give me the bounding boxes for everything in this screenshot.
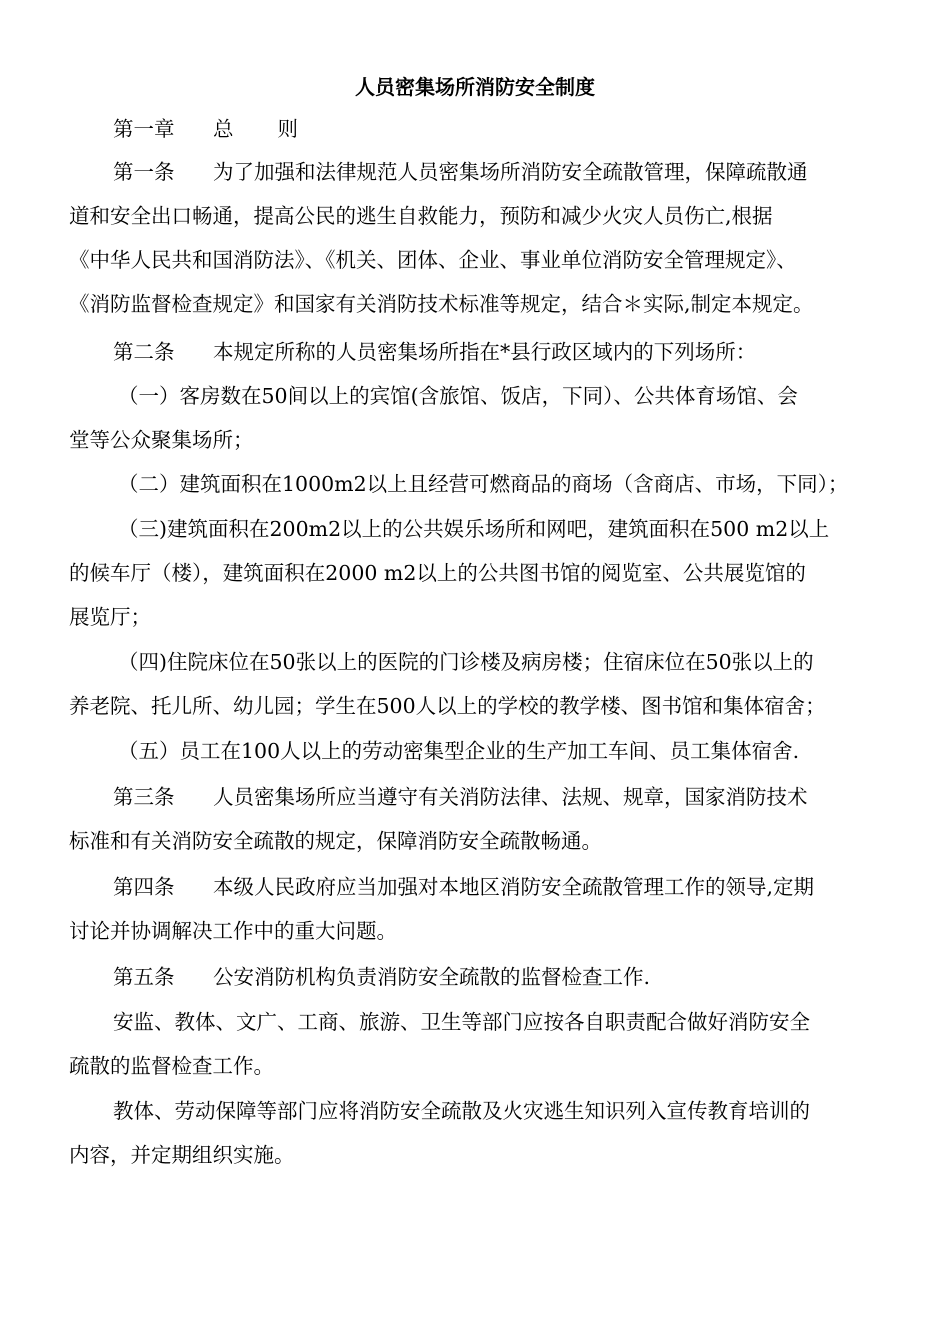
article-4-text-1: 本级人民政府应当加强对本地区消防安全疏散管理工作的领导,定期 — [213, 875, 815, 899]
article-1-line-4: 《消防监督检查规定》和国家有关消防技术标准等规定，结合＊实际,制定本规定。 — [69, 292, 814, 316]
paragraph-2-line-1: 教体、劳动保障等部门应将消防安全疏散及火灾逃生知识列入宣传教育培训的 — [113, 1099, 810, 1123]
article-1-text-1: 为了加强和法律规范人员密集场所消防安全疏散管理，保障疏散通 — [213, 160, 808, 184]
article-2-text-1: 本规定所称的人员密集场所指在*县行政区域内的下列场所： — [213, 340, 757, 364]
chapter-heading-word-1: 总 — [213, 117, 234, 141]
item-4-line-1: （四)住院床位在50张以上的医院的门诊楼及病房楼；住宿床位在50张以上的 — [118, 650, 814, 674]
article-2-label: 第二条 — [113, 340, 175, 364]
item-5-line-1: （五）员工在100人以上的劳动密集型企业的生产加工车间、员工集体宿舍. — [118, 739, 800, 763]
article-4-line-2: 讨论并协调解决工作中的重大问题。 — [69, 919, 397, 943]
article-5-label: 第五条 — [113, 965, 175, 989]
chapter-heading-word-2: 则 — [277, 117, 298, 141]
article-3-text-1: 人员密集场所应当遵守有关消防法律、法规、规章，国家消防技术 — [213, 785, 808, 809]
article-1-line-2: 道和安全出口畅通，提高公民的逃生自救能力，预防和减少火灾人员伤亡,根据 — [69, 204, 773, 228]
article-4-line-1 — [113, 872, 814, 902]
item-1-line-2: 堂等公众聚集场所； — [69, 428, 254, 452]
item-4-line-2: 养老院、托儿所、幼儿园；学生在500人以上的学校的教学楼、图书馆和集体宿舍； — [69, 694, 826, 718]
item-1-line-1: （一）客房数在50间以上的宾馆(含旅馆、饭店，下同）、公共体育场馆、会 — [118, 384, 798, 408]
chapter-label: 第一章 — [113, 117, 175, 141]
article-3-label: 第三条 — [113, 785, 175, 809]
paragraph-1-line-1: 安监、教体、文广、工商、旅游、卫生等部门应按各自职责配合做好消防安全 — [113, 1010, 810, 1034]
item-3-line-2: 的候车厅（楼），建筑面积在2000 m2以上的公共图书馆的阅览室、公共展览馆的 — [69, 561, 806, 585]
article-2-line-1 — [113, 337, 756, 367]
article-3-line-1 — [113, 782, 808, 812]
article-5-line-1 — [113, 962, 650, 992]
article-1-line-3: 《中华人民共和国消防法》、《机关、团体、企业、事业单位消防安全管理规定》、 — [69, 248, 797, 272]
article-5-text-1: 公安消防机构负责消防安全疏散的监督检查工作. — [213, 965, 651, 989]
article-1-label: 第一条 — [113, 160, 175, 184]
paragraph-2-line-2: 内容，并定期组织实施。 — [69, 1143, 295, 1167]
document-title: 人员密集场所消防安全制度 — [355, 75, 595, 99]
item-3-line-3: 展览厅； — [69, 605, 151, 629]
item-2-line-1: （二）建筑面积在1000m2以上且经营可燃商品的商场（含商店、市场，下同）； — [118, 472, 849, 496]
article-1-line-1 — [113, 157, 808, 187]
paragraph-1-line-2: 疏散的监督检查工作。 — [69, 1054, 274, 1078]
article-4-label: 第四条 — [113, 875, 175, 899]
article-3-line-2: 标准和有关消防安全疏散的规定，保障消防安全疏散畅通。 — [69, 829, 602, 853]
item-3-line-1: （三)建筑面积在200m2以上的公共娱乐场所和网吧，建筑面积在500 m2以上 — [118, 517, 830, 541]
chapter-heading — [113, 114, 298, 144]
